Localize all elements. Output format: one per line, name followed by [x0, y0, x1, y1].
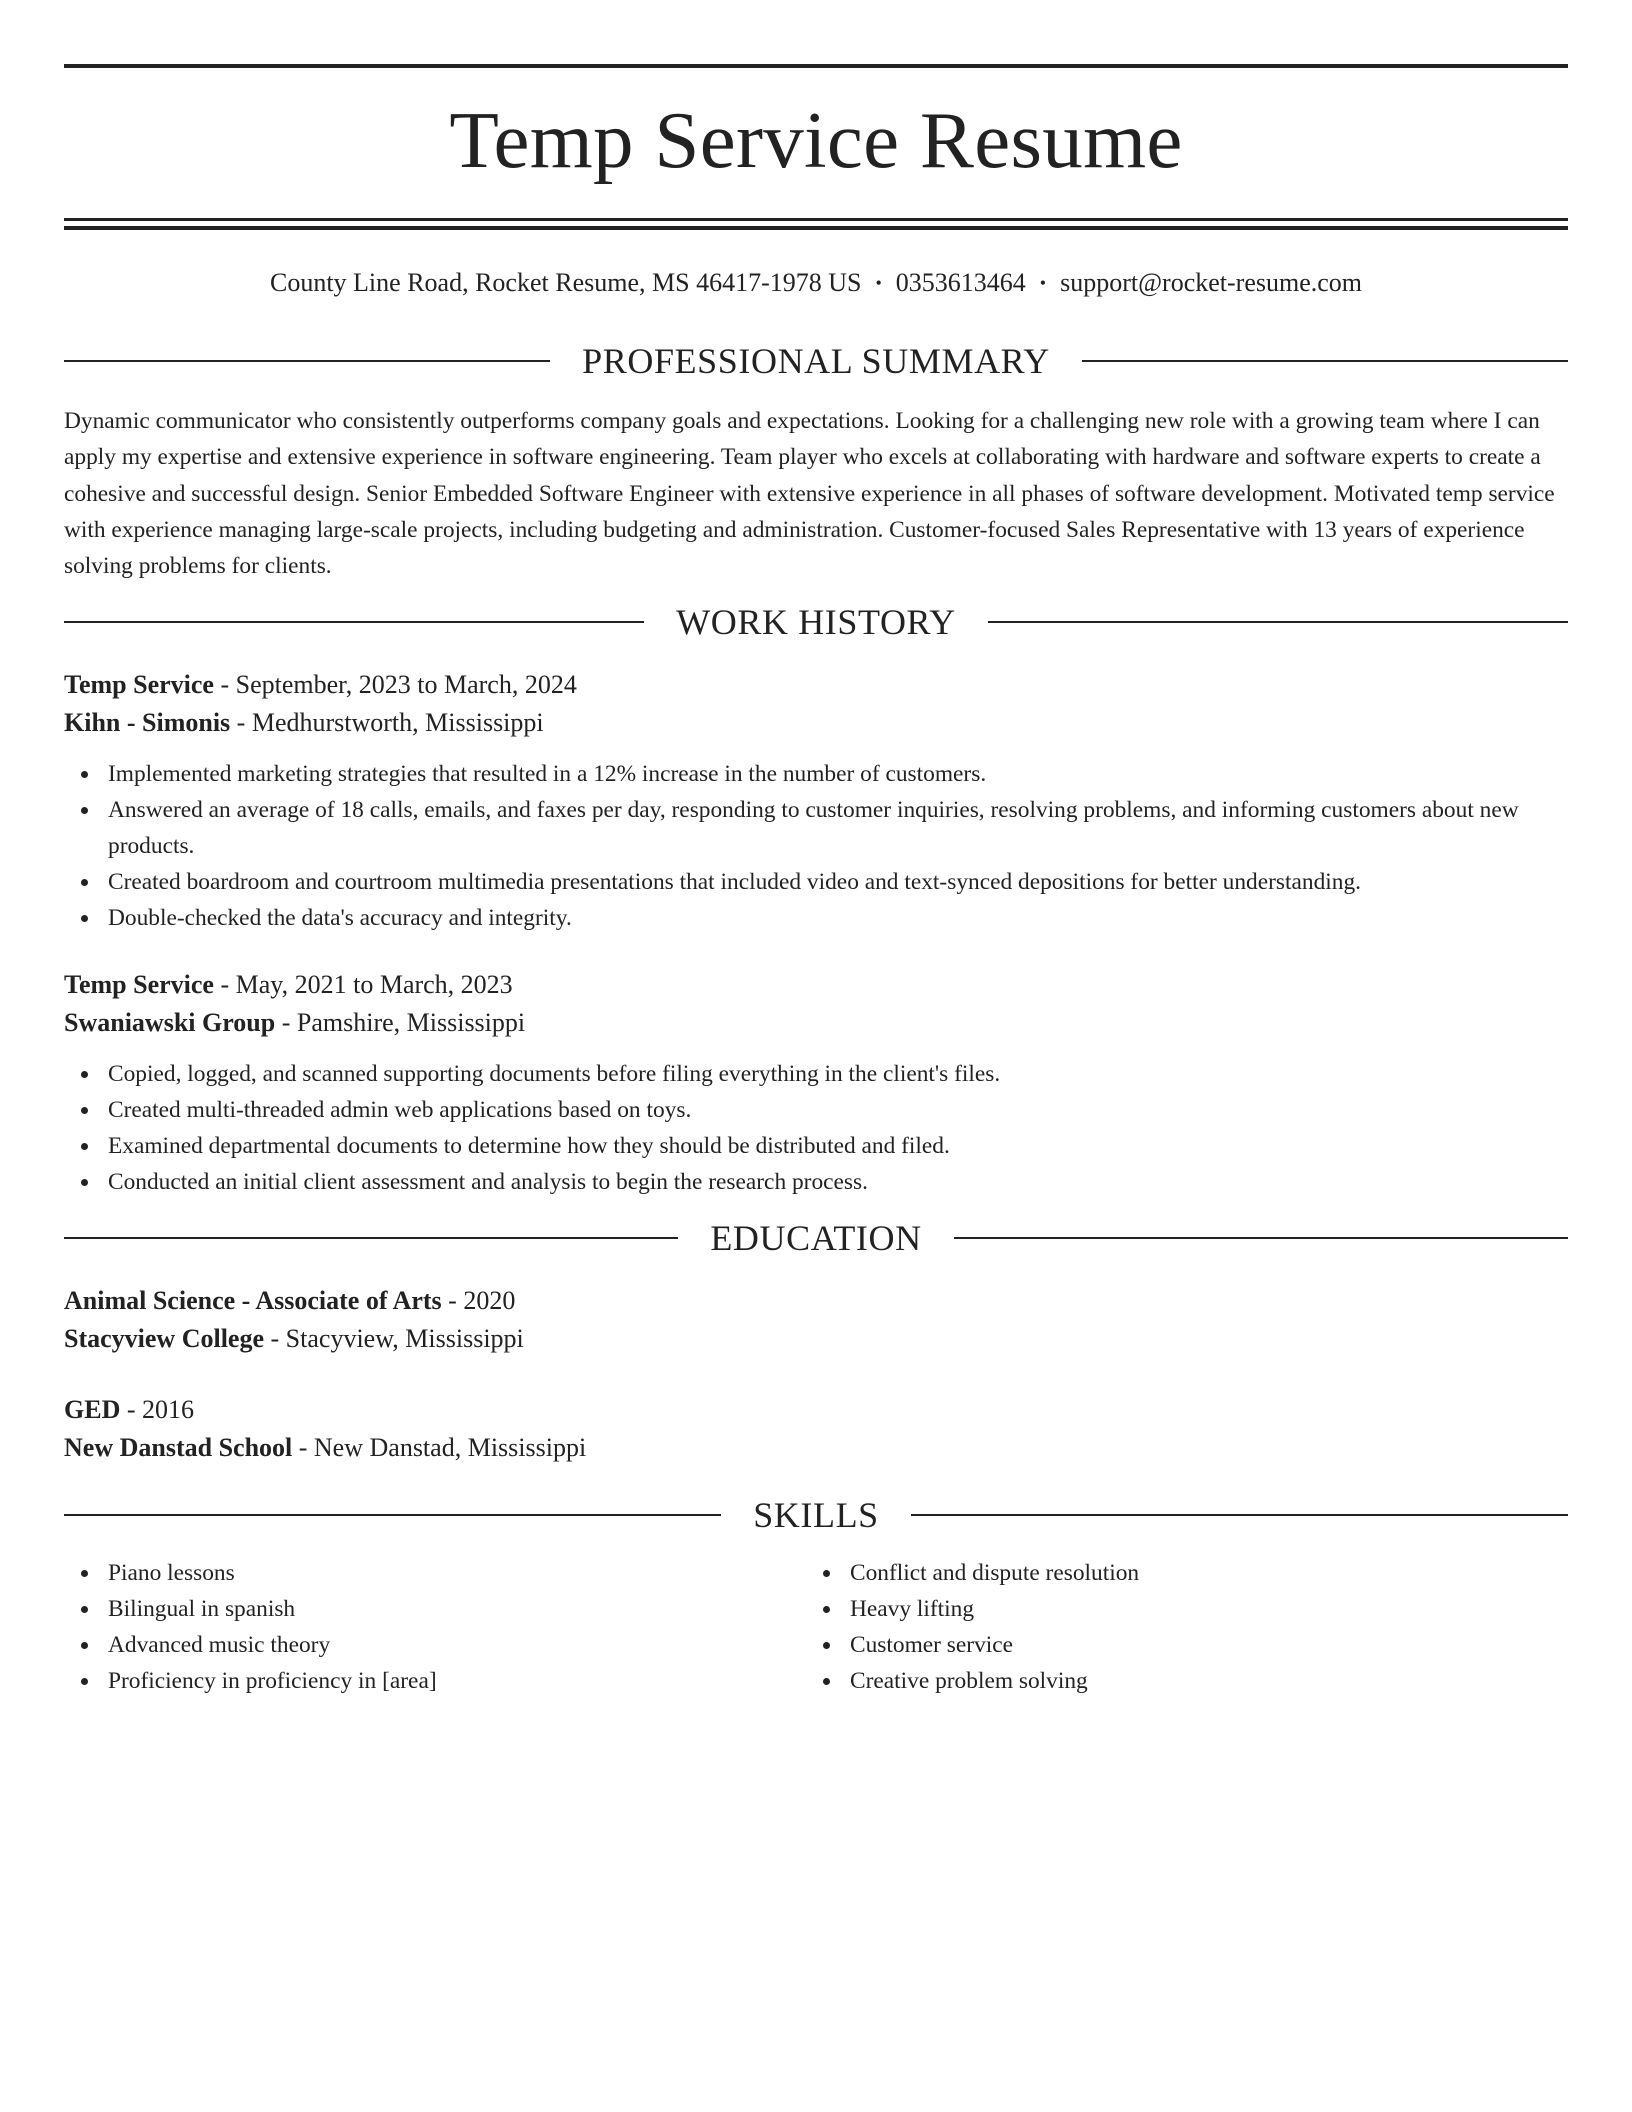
job-bullet: Implemented marketing strategies that resulted in a 12% increase in the number of customers.	[64, 756, 1568, 792]
section-heading-work	[64, 602, 1568, 642]
education-school: New Danstad School	[64, 1433, 293, 1463]
job-bullet: Created multi-threaded admin web applications based on toys.	[64, 1092, 1568, 1128]
section-heading-skills	[64, 1495, 1568, 1535]
job-dates: - May, 2021 to March, 2023	[213, 970, 513, 1000]
skills-column-right	[806, 1555, 1548, 1699]
education-location: - New Danstad, Mississippi	[292, 1433, 587, 1463]
job-dates: - September, 2023 to March, 2024	[213, 670, 577, 700]
job-location: - Pamshire, Mississippi	[275, 1008, 526, 1038]
skill-item: Advanced music theory	[64, 1627, 806, 1663]
skill-item: Conflict and dispute resolution	[806, 1555, 1548, 1591]
skill-item: Heavy lifting	[806, 1591, 1548, 1627]
section-heading-education	[64, 1218, 1568, 1258]
job-company: Kihn - Simonis	[64, 708, 231, 738]
education-year: - 2020	[441, 1286, 516, 1316]
skills-list	[64, 1555, 1568, 1699]
job-title-line	[64, 966, 1568, 1004]
resume-title: Temp Service Resume	[449, 95, 1183, 185]
education-school-line	[64, 1320, 1568, 1358]
job-bullet: Created boardroom and courtroom multimedia presentations that included video and text-synced depositions for better understanding.	[64, 864, 1568, 900]
skill-item: Proficiency in proficiency in [area]	[64, 1663, 806, 1699]
job-bullet: Double-checked the data's accuracy and integrity.	[64, 900, 1568, 936]
job-bullet: Conducted an initial client assessment and analysis to begin the research process.	[64, 1164, 1568, 1200]
education-degree-line	[64, 1282, 1568, 1320]
job-bullets	[64, 756, 1568, 936]
section-title: PROFESSIONAL SUMMARY	[582, 341, 1050, 381]
education-degree: GED	[64, 1395, 121, 1425]
heading-rule	[988, 621, 1568, 623]
heading-rule	[64, 1237, 678, 1239]
contact-phone: 0353613464	[895, 268, 1026, 297]
contact-separator: •	[875, 273, 882, 293]
education-year: - 2016	[120, 1395, 195, 1425]
job-location: - Medhurstworth, Mississippi	[230, 708, 544, 738]
heading-rule	[64, 1514, 721, 1516]
job-bullet: Answered an average of 18 calls, emails, and faxes per day, responding to customer inquiries, resolving problems, and informing customers about new products.	[64, 792, 1568, 864]
job-company-line	[64, 1004, 1568, 1042]
job-bullet: Copied, logged, and scanned supporting documents before filing everything in the client's files.	[64, 1056, 1568, 1092]
job-position: Temp Service	[64, 970, 214, 1000]
job-position: Temp Service	[64, 670, 214, 700]
top-rule	[64, 64, 1568, 68]
summary-text: Dynamic communicator who consistently outperforms company goals and expectations. Looking for a challenging new role with a growing team where I can apply my expertise and extensive experience in software engineering. Team player who excels at collaborating with hardware and software experts to create a cohesive and successful design. Senior Embedded Software Engineer with extensive experience in all phases of software development. Motivated temp service with experience managing large-scale projects, including budgeting and administration. Customer-focused Sales Representative with 13 years of experience solving problems for clients.	[64, 408, 1555, 580]
contact-separator: •	[1039, 273, 1047, 293]
job-company-line	[64, 704, 1568, 742]
section-title: EDUCATION	[710, 1218, 922, 1259]
education-degree-line	[64, 1391, 1568, 1429]
job-entry	[64, 966, 1568, 1200]
skill-item: Creative problem solving	[806, 1663, 1548, 1699]
skills-column-left	[64, 1555, 806, 1699]
section-heading-summary	[64, 341, 1568, 381]
education-location: - Stacyview, Mississippi	[264, 1324, 524, 1354]
education-school: Stacyview College	[64, 1324, 265, 1354]
skill-item: Piano lessons	[64, 1555, 806, 1591]
education-degree: Animal Science - Associate of Arts	[64, 1286, 442, 1316]
job-company: Swaniawski Group	[64, 1008, 276, 1038]
job-bullets	[64, 1056, 1568, 1200]
contact-email: support@rocket-resume.com	[1060, 268, 1363, 297]
contact-address: County Line Road, Rocket Resume, MS 46417-1978 US	[269, 268, 862, 297]
skill-item: Bilingual in spanish	[64, 1591, 806, 1627]
education-school-line	[64, 1429, 1568, 1467]
contact-line	[64, 267, 1568, 299]
heading-rule	[911, 1514, 1568, 1516]
heading-rule	[64, 621, 644, 623]
skill-item: Customer service	[806, 1627, 1548, 1663]
heading-rule	[64, 360, 550, 362]
heading-rule	[1082, 360, 1568, 362]
title-double-rule	[64, 218, 1568, 230]
education-entry	[64, 1282, 1568, 1358]
job-entry	[64, 666, 1568, 936]
section-title: WORK HISTORY	[676, 602, 956, 643]
education-entry	[64, 1391, 1568, 1467]
heading-rule	[954, 1237, 1568, 1239]
job-bullet: Examined departmental documents to determine how they should be distributed and filed.	[64, 1128, 1568, 1164]
section-title: SKILLS	[753, 1495, 879, 1536]
job-title-line	[64, 666, 1568, 704]
